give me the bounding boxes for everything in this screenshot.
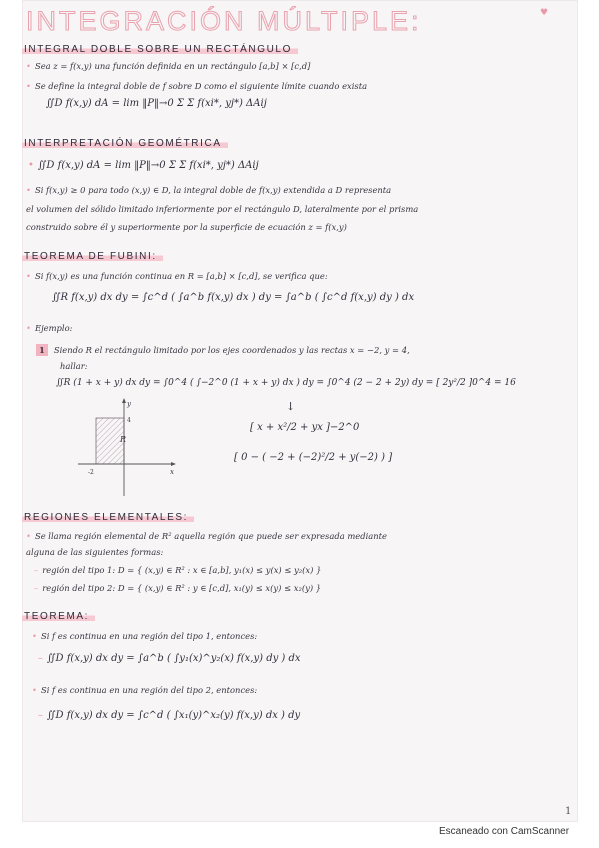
- dash-icon: –: [34, 565, 39, 575]
- teorema-line-1: [32, 630, 578, 642]
- teorema-line-2-text: Si f es continua en una región del tipo 2, entonces:: [40, 685, 258, 695]
- example-label: [26, 322, 578, 334]
- regions-line-2: alguna de las siguientes formas:: [26, 547, 164, 557]
- notebook-page: [22, 0, 578, 822]
- example-line-1-text: Siendo R el rectángulo limitado por los ejes coordenados y las rectas x = −2, y = 4,: [53, 345, 410, 355]
- example-line-2: hallar:: [60, 361, 88, 371]
- regions-line-1-text: Se llama región elemental de R² aquella región que puede ser expresada mediante: [34, 531, 387, 541]
- teorema-formula-2-text: ∬D f(x,y) dx dy = ∫c^d ( ∫x₁(y)^x₂(y) f(x,y) dx ) dy: [47, 710, 301, 721]
- y-axis-arrow-icon: [122, 398, 126, 403]
- teorema-formula-2: [38, 710, 300, 721]
- fubini-line-1-text: Si f(x,y) es una función continua en R = [a,b] × [c,d], se verifica que:: [34, 271, 328, 281]
- teorema-line-2: [32, 684, 578, 696]
- fubini-formula: ∬R f(x,y) dx dy = ∫c^d ( ∫a^b f(x,y) dx ) dy = ∫a^b ( ∫c^d f(x,y) dy ) dx: [52, 292, 415, 303]
- geo-formula: [28, 160, 259, 171]
- regions-line-1: [26, 530, 578, 542]
- rect-line-2: [26, 80, 578, 92]
- region-type-1-text: región del tipo 1: D = { (x,y) ∈ R² : x ∈ [a,b], y₁(x) ≤ y(x) ≤ y₂(x) }: [42, 565, 322, 575]
- heading-fubini: TEOREMA DE FUBINI:: [22, 251, 163, 262]
- rect-line-1: [26, 60, 578, 72]
- example-number-badge: 1: [36, 344, 48, 356]
- heading-interpretacion: INTERPRETACIÓN GEOMÉTRICA: [22, 138, 228, 149]
- bullet-icon: •: [26, 531, 31, 541]
- heart-icon: ♥: [540, 8, 549, 18]
- dash-icon: –: [34, 583, 39, 593]
- teorema-formula-1-text: ∬D f(x,y) dx dy = ∫a^b ( ∫y₁(x)^y₂(x) f(x,y) dy ) dx: [47, 653, 301, 664]
- bullet-icon: •: [28, 160, 34, 171]
- heading-teorema: TEOREMA:: [22, 611, 95, 622]
- tick-x-label: -2: [88, 469, 94, 476]
- bullet-icon: •: [32, 685, 37, 695]
- bullet-icon: •: [26, 323, 31, 333]
- example-step-1: [ x + x²/2 + yx ]−2^0: [250, 422, 360, 433]
- dash-icon: –: [38, 710, 43, 721]
- region-type-2-text: región del tipo 2: D = { (x,y) ∈ R² : y ∈ [c,d], x₁(y) ≤ x(y) ≤ x₂(y) }: [42, 583, 322, 593]
- rect-line-2-text: Se define la integral doble de f sobre D como el siguiente límite cuando exista: [34, 81, 368, 91]
- rect-line-1-text: Sea z = f(x,y) una función definida en un rectángulo [a,b] × [c,d]: [34, 61, 311, 71]
- fubini-line-1: [26, 270, 578, 282]
- teorema-formula-1: [38, 653, 301, 664]
- bullet-icon: •: [26, 61, 31, 71]
- tick-y-label: 4: [127, 417, 131, 424]
- example-line-1: [36, 344, 578, 356]
- bullet-icon: •: [26, 271, 31, 281]
- teorema-line-1-text: Si f es continua en una región del tipo 1, entonces:: [40, 631, 258, 641]
- page-number: 1: [565, 806, 572, 817]
- region-diagram: [74, 396, 184, 506]
- region-label: R: [120, 435, 127, 444]
- geo-line-1: [26, 184, 578, 196]
- heading-integral-doble: INTEGRAL DOBLE SOBRE UN RECTÁNGULO: [22, 44, 298, 55]
- scanner-footer: Escaneado con CamScanner: [439, 826, 570, 837]
- example-formula: ∬R (1 + x + y) dx dy = ∫0^4 ( ∫−2^0 (1 + x + y) dx ) dy = ∫0^4 (2 − 2 + 2y) dy = [ 2y²/2 ]0^4 = 16: [56, 378, 516, 388]
- bullet-icon: •: [26, 81, 31, 91]
- down-arrow-icon: ↓: [286, 400, 296, 413]
- bullet-icon: •: [26, 185, 31, 195]
- bullet-icon: •: [32, 631, 37, 641]
- region-type-2: [34, 582, 578, 594]
- x-axis-arrow-icon: [171, 462, 176, 466]
- geo-line-2: el volumen del sólido limitado inferiormente por el rectángulo D, lateralmente por el prisma: [26, 204, 419, 214]
- geo-formula-text: ∬D f(x,y) dA = lim ‖P‖→0 Σ Σ f(xi*, yj*) ΔAij: [37, 160, 259, 171]
- page-title: INTEGRACIÓN MÚLTIPLE:: [26, 6, 422, 36]
- rect-formula: ∬D f(x,y) dA = lim ‖P‖→0 Σ Σ f(xi*, yj*) ΔAij: [46, 98, 267, 109]
- geo-line-1-text: Si f(x,y) ≥ 0 para todo (x,y) ∈ D, la integral doble de f(x,y) extendida a D representa: [34, 185, 392, 195]
- example-step-2: [ 0 − ( −2 + (−2)²/2 + y(−2) ) ]: [234, 452, 393, 463]
- geo-line-3: construido sobre él y superiormente por la superficie de ecuación z = f(x,y): [26, 222, 347, 232]
- x-label: x: [170, 468, 174, 476]
- y-label: y: [127, 400, 131, 408]
- example-label-text: Ejemplo:: [34, 323, 73, 333]
- heading-regiones: REGIONES ELEMENTALES:: [22, 512, 194, 523]
- dash-icon: –: [38, 653, 43, 664]
- region-type-1: [34, 564, 578, 576]
